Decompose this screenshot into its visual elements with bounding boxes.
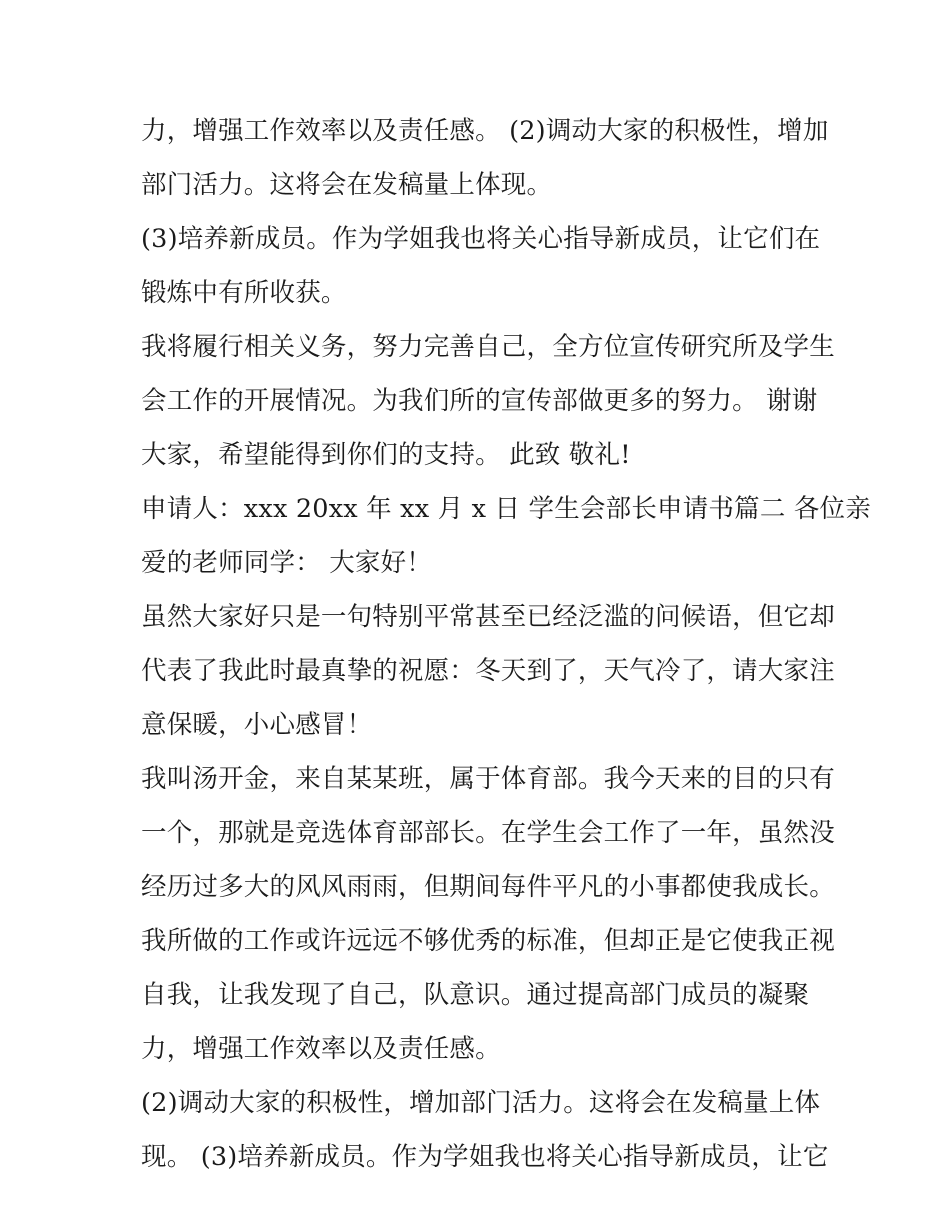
text-line: 虽然大家好只是一句特别平常甚至已经泛滥的问候语，但它却 (141, 602, 835, 632)
text-line: 部门活力。这将会在发稿量上体现。 (141, 170, 553, 200)
text-line: 意保暖，小心感冒！ (141, 710, 373, 740)
text-line: 我将履行相关义务，努力完善自己，全方位宣传研究所及学生 (141, 332, 835, 362)
text-line: 我叫汤开金，来自某某班，属于体育部。我今天来的目的只有 (141, 764, 835, 794)
text-line: 经历过多大的风风雨雨，但期间每件平凡的小事都使我成长。 (141, 872, 835, 902)
document-body (141, 104, 871, 1184)
text-line: 力，增强工作效率以及责任感。 (141, 1034, 501, 1064)
text-line: 代表了我此时最真挚的祝愿：冬天到了，天气冷了，请大家注 (141, 656, 835, 686)
text-line: 会工作的开展情况。为我们所的宣传部做更多的努力。 谢谢 (141, 386, 818, 416)
text-line: 一个，那就是竞选体育部部长。在学生会工作了一年，虽然没 (141, 818, 835, 848)
text-line: (2)调动大家的积极性，增加部门活力。这将会在发稿量上体 (141, 1088, 821, 1118)
text-line: 自我，让我发现了自己，队意识。通过提高部门成员的凝聚 (141, 980, 810, 1010)
text-line: (3)培养新成员。作为学姐我也将关心指导新成员，让它们在 (141, 224, 821, 254)
text-line: 现。 (3)培养新成员。作为学姐我也将关心指导新成员，让它 (141, 1142, 829, 1172)
text-line: 我所做的工作或许远远不够优秀的标准，但却正是它使我正视 (141, 926, 835, 956)
text-line: 大家，希望能得到你们的支持。 此致 敬礼! (141, 440, 631, 470)
text-line: 力，增强工作效率以及责任感。 (2)调动大家的积极性，增加 (141, 116, 829, 146)
text-line: 爱的老师同学： 大家好！ (141, 548, 433, 578)
text-line: 申请人：xxx 20xx 年 xx 月 x 日 学生会部长申请书篇二 各位亲 (141, 494, 871, 524)
text-line: 锻炼中有所收获。 (141, 278, 347, 308)
